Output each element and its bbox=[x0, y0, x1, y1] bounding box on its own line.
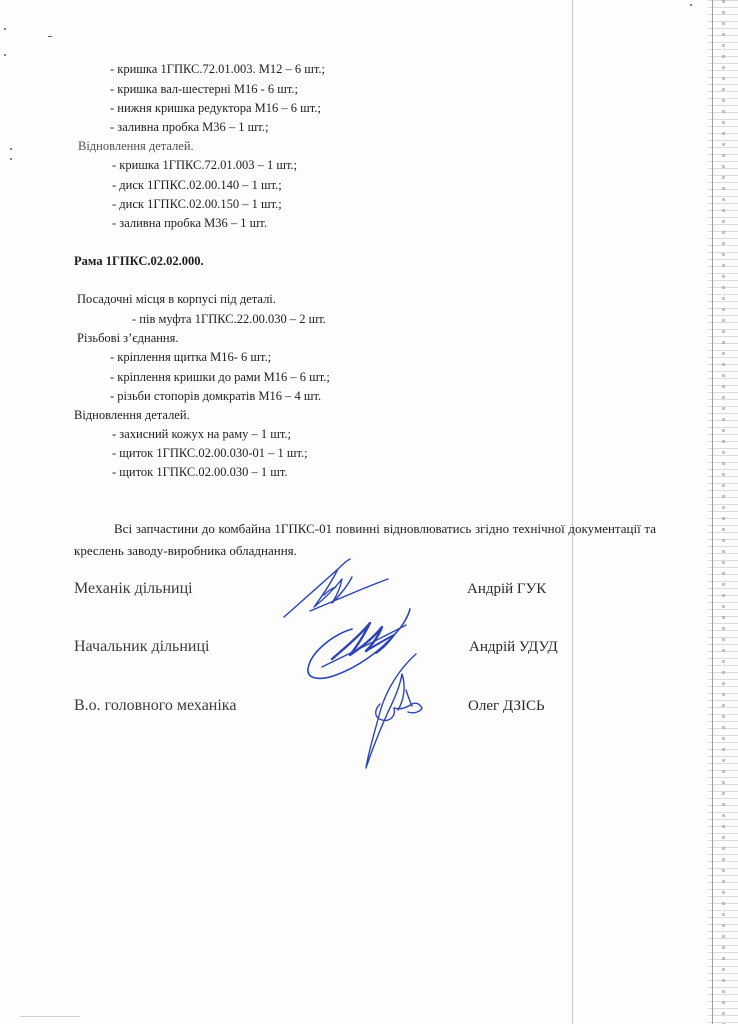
restoration-item: - кришка 1ГПКС.72.01.003 – 1 шт.; bbox=[112, 158, 298, 172]
seats-item: - пів муфта 1ГПКС.22.00.030 – 2 шт. bbox=[132, 312, 326, 326]
scan-speck bbox=[4, 54, 6, 56]
part-list-item: - заливна пробка М36 – 1 шт.; bbox=[110, 120, 269, 134]
restoration-heading: Відновлення деталей. bbox=[74, 408, 190, 422]
section-title: Рама 1ГПКС.02.02.000. bbox=[74, 254, 204, 268]
part-list-item: - нижня кришка редуктора М16 – 6 шт.; bbox=[110, 101, 321, 115]
scan-fold-line bbox=[572, 0, 573, 1024]
restoration-item: - щиток 1ГПКС.02.00.030 – 1 шт. bbox=[112, 465, 288, 479]
restoration-item: - диск 1ГПКС.02.00.140 – 1 шт.; bbox=[112, 178, 282, 192]
threads-item: - кріплення кришки до рами М16 – 6 шт.; bbox=[110, 370, 330, 384]
threads-heading: Різьбові з’єднання. bbox=[77, 331, 179, 345]
scan-speck bbox=[10, 148, 12, 150]
threads-item: - кріплення щитка М16- 6 шт.; bbox=[110, 350, 272, 364]
scan-page-edge bbox=[708, 0, 738, 1024]
scan-bottom-mark bbox=[20, 1016, 80, 1017]
scan-speck bbox=[10, 158, 12, 160]
scan-speck bbox=[4, 28, 6, 30]
conclusion-paragraph: Всі запчастини до комбайна 1ГПКС-01 повинні відновлюватись згідно технічної документації та креслень заводу-виробника обладнання. bbox=[74, 521, 656, 558]
restoration-item: - захисний кожух на раму – 1 шт.; bbox=[112, 427, 292, 441]
signature-chief-mechanic bbox=[350, 650, 432, 772]
restoration-item: - щиток 1ГПКС.02.00.030-01 – 1 шт.; bbox=[112, 446, 308, 460]
signatory-name: Олег ДЗІСЬ bbox=[468, 698, 545, 714]
signatory-name: Андрій УДУД bbox=[469, 639, 558, 655]
signatory-role: В.о. головного механіка bbox=[74, 697, 237, 714]
signatory-name: Андрій ГУК bbox=[467, 581, 547, 597]
restoration-heading: Відновлення деталей. bbox=[78, 139, 194, 153]
part-list-item: - кришка 1ГПКС.72.01.003. М12 – 6 шт.; bbox=[110, 62, 325, 76]
part-list-item: - кришка вал-шестерні М16 - 6 шт.; bbox=[110, 82, 299, 96]
scan-speck bbox=[690, 4, 692, 6]
scan-speck bbox=[48, 36, 52, 37]
restoration-item: - заливна пробка М36 – 1 шт. bbox=[112, 216, 267, 230]
seats-heading: Посадочні місця в корпусі під деталі. bbox=[77, 292, 276, 306]
signatory-role: Начальник дільниці bbox=[74, 638, 210, 655]
restoration-item: - диск 1ГПКС.02.00.150 – 1 шт.; bbox=[112, 197, 282, 211]
signatory-role: Механік дільниці bbox=[74, 580, 193, 597]
threads-item: - різьби стопорів домкратів М16 – 4 шт. bbox=[110, 389, 322, 403]
